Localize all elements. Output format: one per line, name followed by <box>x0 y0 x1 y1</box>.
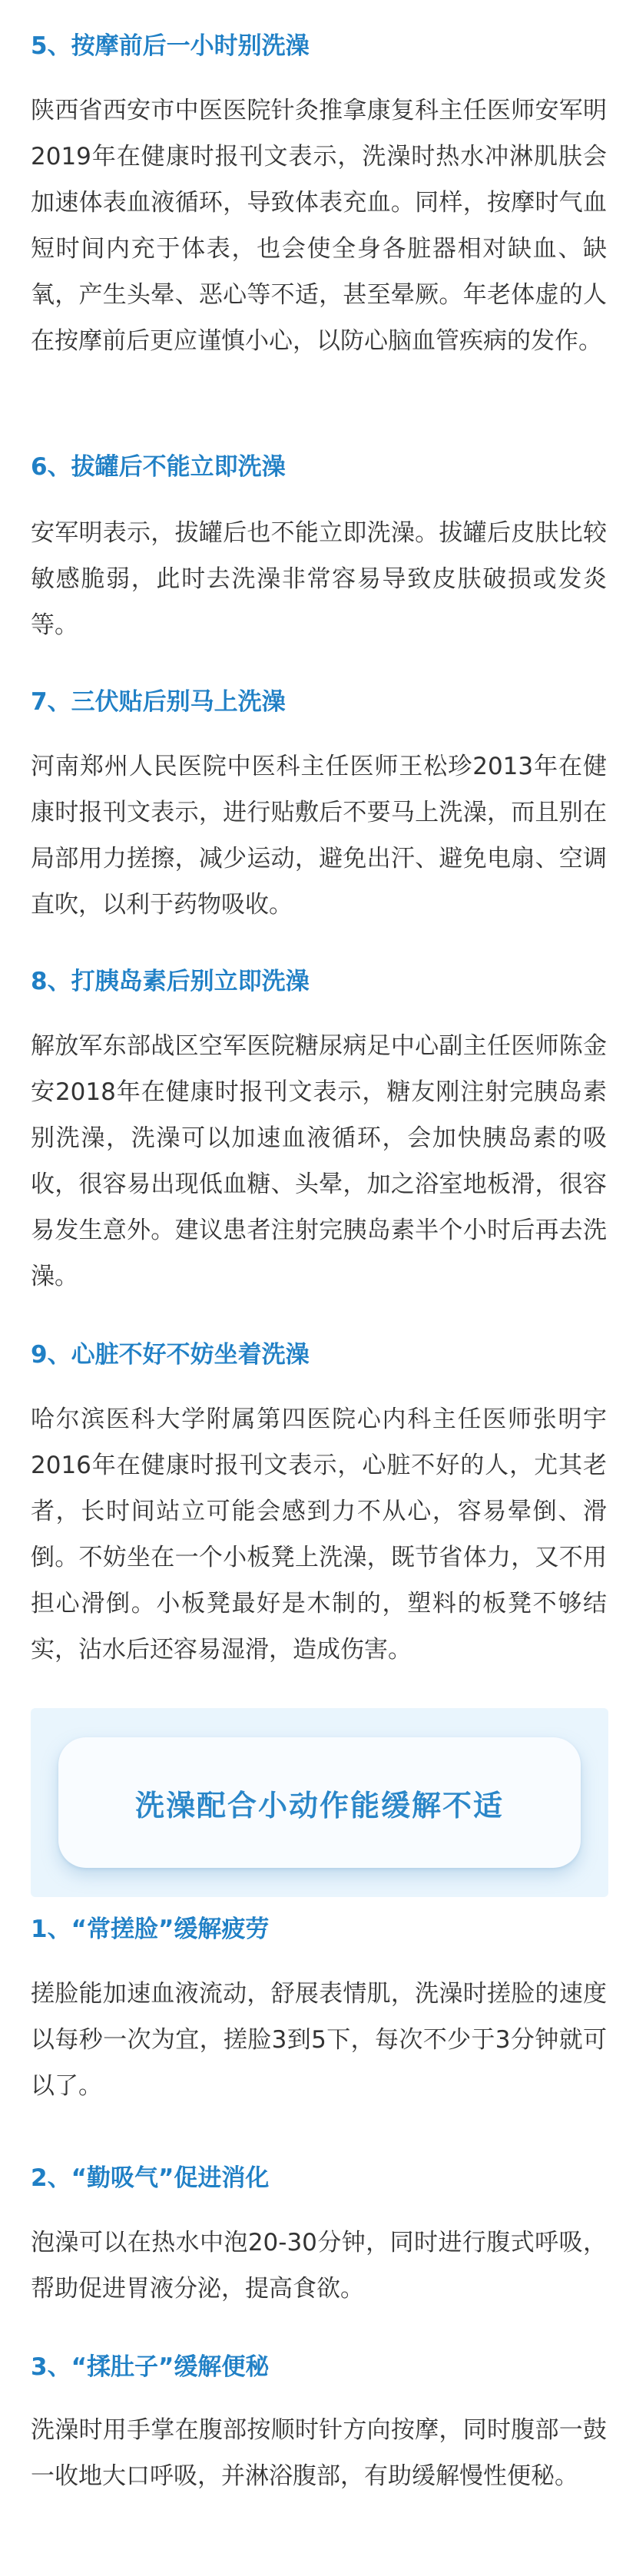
section-paragraph-9: 哈尔滨医科大学附属第四医院心内科主任医师张明宇2016年在健康时报刊文表示，心脏不好的人，尤其老者，长时间站立可能会感到力不从心，容易晕倒、滑倒。不妨坐在一个小板凳上洗澡，既节省体力，又不用担心滑倒。小板凳最好是木制的，塑料的板凳不够结实，沾水后还容易湿滑，造成伤害。 <box>31 1406 607 1664</box>
tip-paragraph-1: 搓脸能加速血液流动，舒展表情肌，洗澡时搓脸的速度以每秒一次为宜，搓脸3到5下，每次不少于3分钟就可以了。 <box>31 1980 607 2100</box>
tip-paragraph-2: 泡澡可以在热水中泡20-30分钟，同时进行腹式呼吸，帮助促进胃液分泌，提高食欲。 <box>31 2229 607 2303</box>
banner-card <box>58 1737 581 1868</box>
section-heading-9: 9、心脏不好不妨坐着洗澡 <box>31 1341 310 1369</box>
section-paragraph-5: 陕西省西安市中医医院针灸推拿康复科主任医师安军明2019年在健康时报刊文表示，洗澡时热水冲淋肌肤会加速体表血液循环，导致体表充血。同样，按摩时气血短时间内充于体表，也会使全身各脏器相对缺血、缺氧，产生头晕、恶心等不适，甚至晕厥。年老体虚的人在按摩前后更应谨慎小心，以防心脑血管疾病的发作。 <box>31 97 607 355</box>
section-paragraph-6: 安军明表示，拔罐后也不能立即洗澡。拔罐后皮肤比较敏感脆弱，此时去洗澡非常容易导致皮肤破损或发炎等。 <box>31 519 607 639</box>
section-heading-5: 5、按摩前后一小时别洗澡 <box>31 32 310 60</box>
section-paragraph-7: 河南郑州人民医院中医科主任医师王松珍2013年在健康时报刊文表示，进行贴敷后不要马上洗澡，而且别在局部用力搓擦，减少运动，避免出汗、避免电扇、空调直吹，以利于药物吸收。 <box>31 753 607 919</box>
tip-paragraph-3: 洗澡时用手掌在腹部按顺时针方向按摩，同时腹部一鼓一收地大口呼吸，并淋浴腹部，有助缓解慢性便秘。 <box>31 2416 607 2490</box>
section-heading-8: 8、打胰岛素后别立即洗澡 <box>31 968 310 995</box>
section-heading-6: 6、拔罐后不能立即洗澡 <box>31 453 286 481</box>
section-heading-7: 7、三伏贴后别马上洗澡 <box>31 688 286 716</box>
tip-heading-2: 2、“勤吸气”促进消化 <box>31 2164 270 2192</box>
tip-heading-1: 1、“常搓脸”缓解疲劳 <box>31 1915 270 1943</box>
tip-heading-3: 3、“揉肚子”缓解便秘 <box>31 2353 270 2381</box>
section-paragraph-8: 解放军东部战区空军医院糖尿病足中心副主任医师陈金安2018年在健康时报刊文表示，糖友刚注射完胰岛素别洗澡，洗澡可以加速血液循环，会加快胰岛素的吸收，很容易出现低血糖、头晕，加之浴室地板滑，很容易发生意外。建议患者注射完胰岛素半个小时后再去洗澡。 <box>31 1032 607 1290</box>
banner-title: 洗澡配合小动作能缓解不适 <box>134 1788 504 1823</box>
